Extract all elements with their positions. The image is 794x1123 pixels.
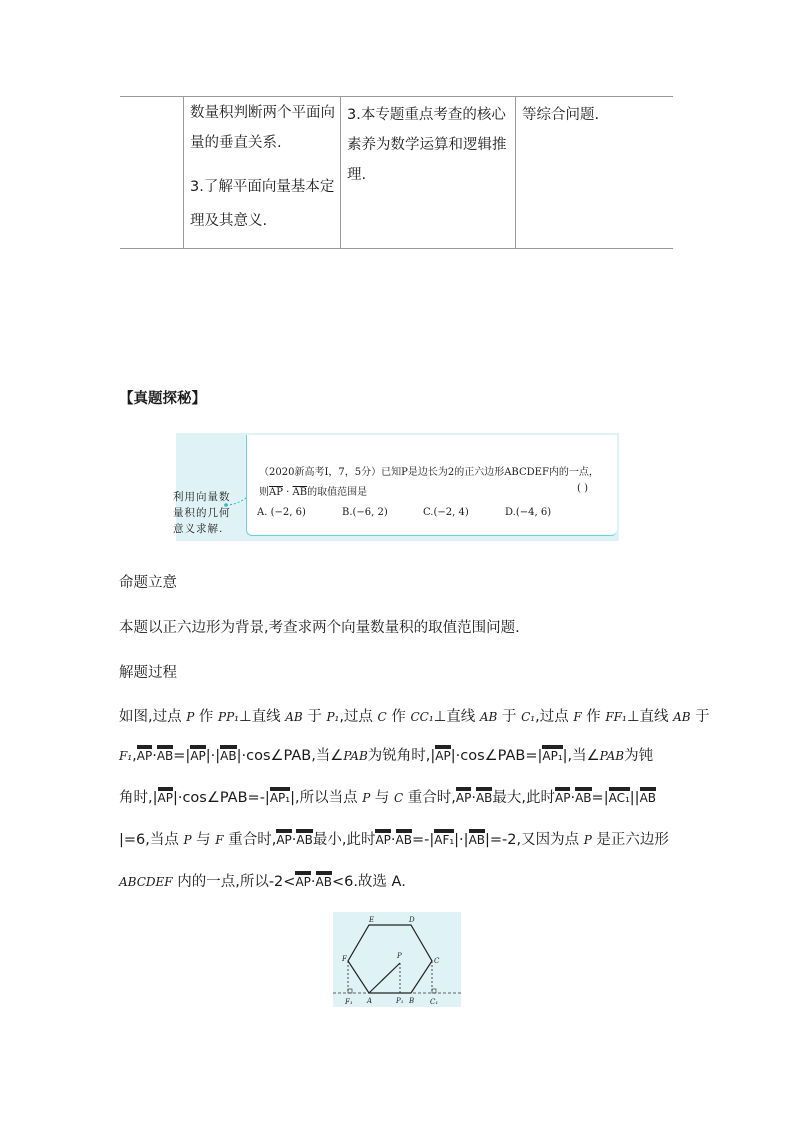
table-line: 数量积判断两个平面向 <box>190 105 335 121</box>
label-C1: C₁ <box>430 998 439 1006</box>
table-line: 等综合问题. <box>522 107 600 123</box>
solution-line-2: F₁,AP·AB=|AP|·|AB|·cos∠PAB,当∠PAB为锐角时,|AP|·cos∠PAB=|AP₁|,当∠PAB为钝 <box>119 744 653 765</box>
solution-line-4: |=6,当点 P 与 F 重合时,AP·AB最小,此时AP·AB=-|AF₁|·|AB|=-2,又因为点 P 是正六边形 <box>119 828 669 849</box>
table-line: 量的垂直关系. <box>190 135 282 151</box>
hexagon-figure <box>333 912 461 1007</box>
table-col-empty <box>120 97 183 248</box>
label-P: P <box>397 952 402 960</box>
table-col-2 <box>340 97 515 248</box>
solution-line-5: ABCDEF 内的一点,所以-2<AP·AB<6.故选 A. <box>119 870 406 891</box>
option-a: A. (−2, 6) <box>257 507 306 518</box>
label-B: B <box>409 997 415 1005</box>
label-D: D <box>409 916 415 924</box>
mingti-text: 本题以正六边形为背景,考查求两个向量数量积的取值范围问题. <box>119 620 520 636</box>
table-line: 理. <box>347 167 367 183</box>
table-line: 理及其意义. <box>190 213 268 229</box>
table-col-3 <box>515 97 673 248</box>
option-c: C.(−2, 4) <box>423 507 469 518</box>
solution-line-1: 如图,过点 P 作 PP₁⊥直线 AB 于 P₁,过点 C 作 CC₁⊥直线 AB 于 C₁,过点 F 作 FF₁⊥直线 AB 于 <box>119 709 710 725</box>
option-b: B.(−6, 2) <box>342 507 388 518</box>
problem-stem: （2020新高考Ⅰ，7，5分）已知P是边长为2的正六边形ABCDEF内的一点， <box>259 467 599 478</box>
side-note-line: 利用向量数 <box>173 491 231 503</box>
section-heading-zhenti: 【真题探秘】 <box>119 391 206 407</box>
label-P1: P₁ <box>396 997 404 1005</box>
label-C: C <box>434 957 440 965</box>
heading-jieti: 解题过程 <box>119 665 177 681</box>
problem-box <box>173 433 619 541</box>
problem-stem-2: 则$\overline{AP} \cdot \overline{AB}$的取值范围是 <box>259 487 368 498</box>
problem-card <box>246 435 617 536</box>
label-F: F <box>342 955 347 963</box>
option-d: D.(−4, 6) <box>505 507 552 518</box>
table-line: 3.了解平面向量基本定 <box>190 179 335 195</box>
label-E: E <box>369 916 375 924</box>
table-line: 3.本专题重点考查的核心 <box>347 107 506 123</box>
label-A: A <box>367 997 373 1005</box>
side-note-line: 意义求解. <box>173 523 224 535</box>
objectives-table <box>120 96 673 249</box>
table-col-1 <box>183 97 340 248</box>
side-note-line: 量积的几何 <box>173 507 231 519</box>
solution-line-3: 角时,|AP|·cos∠PAB=-|AP₁|,所以当点 P 与 C 重合时,AP·AB最大,此时AP·AB=|AC₁||AB <box>119 786 656 807</box>
label-F1: F₁ <box>345 998 353 1006</box>
answer-paren: ( ) <box>577 483 588 494</box>
table-line: 素养为数学运算和逻辑推 <box>347 137 507 153</box>
heading-mingti: 命题立意 <box>119 575 177 591</box>
hexagon-diagram <box>333 912 461 1007</box>
